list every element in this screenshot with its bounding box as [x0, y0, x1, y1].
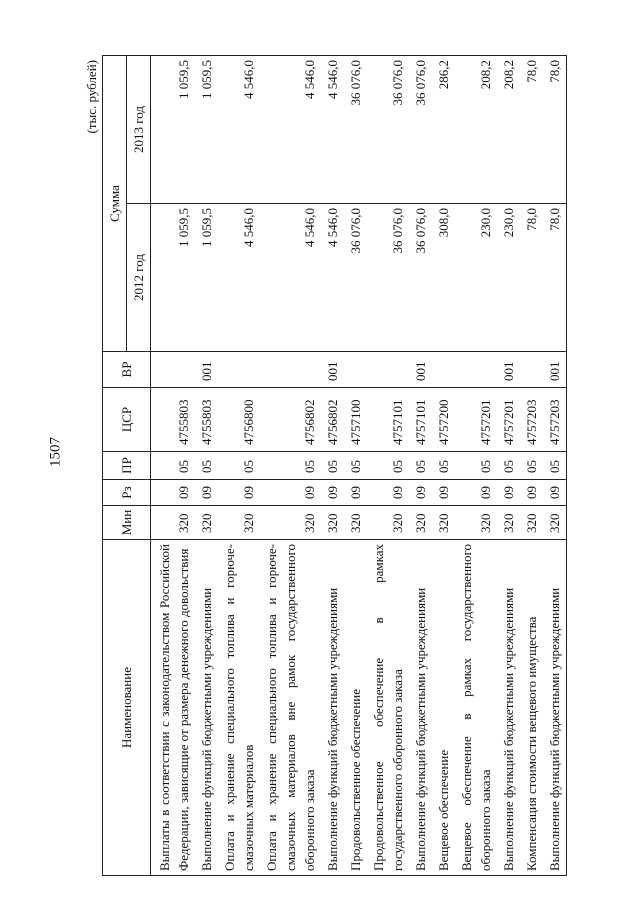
header-sum: Сумма: [103, 56, 127, 352]
cell-csr: 4757101: [409, 388, 432, 452]
units-note: (тыс. рублей): [84, 60, 99, 134]
cell-2012: 230,0: [497, 204, 520, 352]
cell-rz: 09: [455, 480, 497, 506]
cell-name: Выполнение функций бюджетными учреждениями: [543, 540, 567, 876]
cell-pr: 05: [432, 452, 455, 480]
table-row: [344, 56, 367, 876]
cell-name: Вещевое обеспечение: [432, 540, 455, 876]
cell-rz: 09: [151, 480, 196, 506]
cell-pr: 05: [455, 452, 497, 480]
cell-min: 320: [151, 506, 196, 540]
header-2013: 2013 год: [127, 56, 151, 204]
cell-csr: 4757200: [432, 388, 455, 452]
cell-csr: 4755803: [195, 388, 218, 452]
cell-2012: 4 546,0: [218, 204, 260, 352]
cell-pr: 05: [151, 452, 196, 480]
header-2012: 2012 год: [127, 204, 151, 352]
table-row: [432, 56, 455, 876]
cell-2013: 1 059,5: [195, 56, 218, 204]
cell-2013: 78,0: [543, 56, 567, 204]
cell-name: Продовольственное обеспечение: [344, 540, 367, 876]
cell-rz: 09: [344, 480, 367, 506]
table-row: [455, 56, 497, 876]
cell-csr: 4757201: [455, 388, 497, 452]
cell-vr: [432, 352, 455, 388]
cell-rz: 09: [432, 480, 455, 506]
budget-table: [102, 55, 567, 876]
cell-pr: 05: [409, 452, 432, 480]
cell-2012: 78,0: [543, 204, 567, 352]
cell-min: 320: [260, 506, 321, 540]
cell-vr: 001: [409, 352, 432, 388]
header-vr: ВР: [103, 352, 151, 388]
cell-rz: 09: [497, 480, 520, 506]
cell-2013: 36 076,0: [409, 56, 432, 204]
cell-2012: 78,0: [520, 204, 543, 352]
cell-vr: [260, 352, 321, 388]
table-row: [543, 56, 567, 876]
table-body: [151, 56, 567, 876]
cell-2012: 4 546,0: [321, 204, 344, 352]
cell-csr: 4757203: [520, 388, 543, 452]
cell-2013: 36 076,0: [344, 56, 367, 204]
table-row: [260, 56, 321, 876]
table-row: [321, 56, 344, 876]
cell-csr: 4757101: [367, 388, 409, 452]
cell-pr: 05: [497, 452, 520, 480]
cell-2012: 308,0: [432, 204, 455, 352]
cell-rz: 09: [367, 480, 409, 506]
cell-rz: 09: [260, 480, 321, 506]
cell-2013: 36 076,0: [367, 56, 409, 204]
cell-2013: 208,2: [497, 56, 520, 204]
cell-pr: 05: [195, 452, 218, 480]
cell-csr: 4756802: [321, 388, 344, 452]
cell-pr: 05: [520, 452, 543, 480]
cell-csr: 4757100: [344, 388, 367, 452]
cell-name: Продовольственное обеспечение в рамках государственного оборонного заказа: [367, 540, 409, 876]
cell-name: Выполнение функций бюджетными учреждениями: [195, 540, 218, 876]
cell-vr: [344, 352, 367, 388]
cell-pr: 05: [543, 452, 567, 480]
header-pr: ПР: [103, 452, 151, 480]
table-row: [218, 56, 260, 876]
cell-2013: 4 546,0: [321, 56, 344, 204]
cell-rz: 09: [195, 480, 218, 506]
table-row: [151, 56, 196, 876]
cell-vr: 001: [195, 352, 218, 388]
cell-2012: 36 076,0: [409, 204, 432, 352]
cell-min: 320: [520, 506, 543, 540]
cell-name: Компенсация стоимости вещевого имущества: [520, 540, 543, 876]
cell-name: Выполнение функций бюджетными учреждениями: [321, 540, 344, 876]
table-row: [520, 56, 543, 876]
rotated-page: [80, 56, 580, 876]
cell-name: Оплата и хранение специального топлива и горюче-смазочных материалов вне рамок государственного оборонного заказа: [260, 540, 321, 876]
cell-vr: [218, 352, 260, 388]
cell-min: 320: [432, 506, 455, 540]
cell-csr: 4757203: [543, 388, 567, 452]
header-csr: ЦСР: [103, 388, 151, 452]
cell-name: Выполнение функций бюджетными учреждениями: [497, 540, 520, 876]
cell-pr: 05: [218, 452, 260, 480]
cell-vr: [367, 352, 409, 388]
header-rz: Рз: [103, 480, 151, 506]
header-min: Мин: [103, 506, 151, 540]
cell-vr: 001: [543, 352, 567, 388]
cell-min: 320: [218, 506, 260, 540]
cell-vr: 001: [497, 352, 520, 388]
cell-min: 320: [195, 506, 218, 540]
header-name: Наименование: [103, 540, 151, 876]
cell-2012: 1 059,5: [195, 204, 218, 352]
cell-2013: 4 546,0: [218, 56, 260, 204]
cell-min: 320: [497, 506, 520, 540]
cell-pr: 05: [260, 452, 321, 480]
cell-rz: 09: [218, 480, 260, 506]
cell-rz: 09: [543, 480, 567, 506]
table-row: [497, 56, 520, 876]
cell-csr: 4757201: [497, 388, 520, 452]
cell-pr: 05: [344, 452, 367, 480]
cell-min: 320: [344, 506, 367, 540]
cell-csr: 4756802: [260, 388, 321, 452]
cell-pr: 05: [321, 452, 344, 480]
cell-2013: 286,2: [432, 56, 455, 204]
cell-vr: [520, 352, 543, 388]
cell-2013: 4 546,0: [260, 56, 321, 204]
cell-min: 320: [543, 506, 567, 540]
cell-vr: [151, 352, 196, 388]
cell-2012: 36 076,0: [367, 204, 409, 352]
cell-rz: 09: [520, 480, 543, 506]
cell-csr: 4756800: [218, 388, 260, 452]
table-header: [103, 56, 151, 876]
cell-2013: 78,0: [520, 56, 543, 204]
cell-name: Выплаты в соответствии с законодательством Российской Федерации, зависящие от размера денежного довольствия: [151, 540, 196, 876]
cell-2012: 230,0: [455, 204, 497, 352]
cell-min: 320: [321, 506, 344, 540]
cell-2012: 1 059,5: [151, 204, 196, 352]
table-row: [409, 56, 432, 876]
cell-name: Оплата и хранение специального топлива и горюче-смазочных материалов: [218, 540, 260, 876]
cell-min: 320: [455, 506, 497, 540]
cell-rz: 09: [321, 480, 344, 506]
cell-csr: 4755803: [151, 388, 196, 452]
cell-2013: 1 059,5: [151, 56, 196, 204]
cell-2013: 208,2: [455, 56, 497, 204]
cell-rz: 09: [409, 480, 432, 506]
cell-vr: [455, 352, 497, 388]
cell-2012: 4 546,0: [260, 204, 321, 352]
cell-min: 320: [409, 506, 432, 540]
cell-name: Вещевое обеспечение в рамках государственного оборонного заказа: [455, 540, 497, 876]
page-number: 1507: [47, 437, 64, 467]
cell-name: Выполнение функций бюджетными учреждениями: [409, 540, 432, 876]
cell-2012: 36 076,0: [344, 204, 367, 352]
table-row: [195, 56, 218, 876]
cell-min: 320: [367, 506, 409, 540]
cell-pr: 05: [367, 452, 409, 480]
table-row: [367, 56, 409, 876]
cell-vr: 001: [321, 352, 344, 388]
